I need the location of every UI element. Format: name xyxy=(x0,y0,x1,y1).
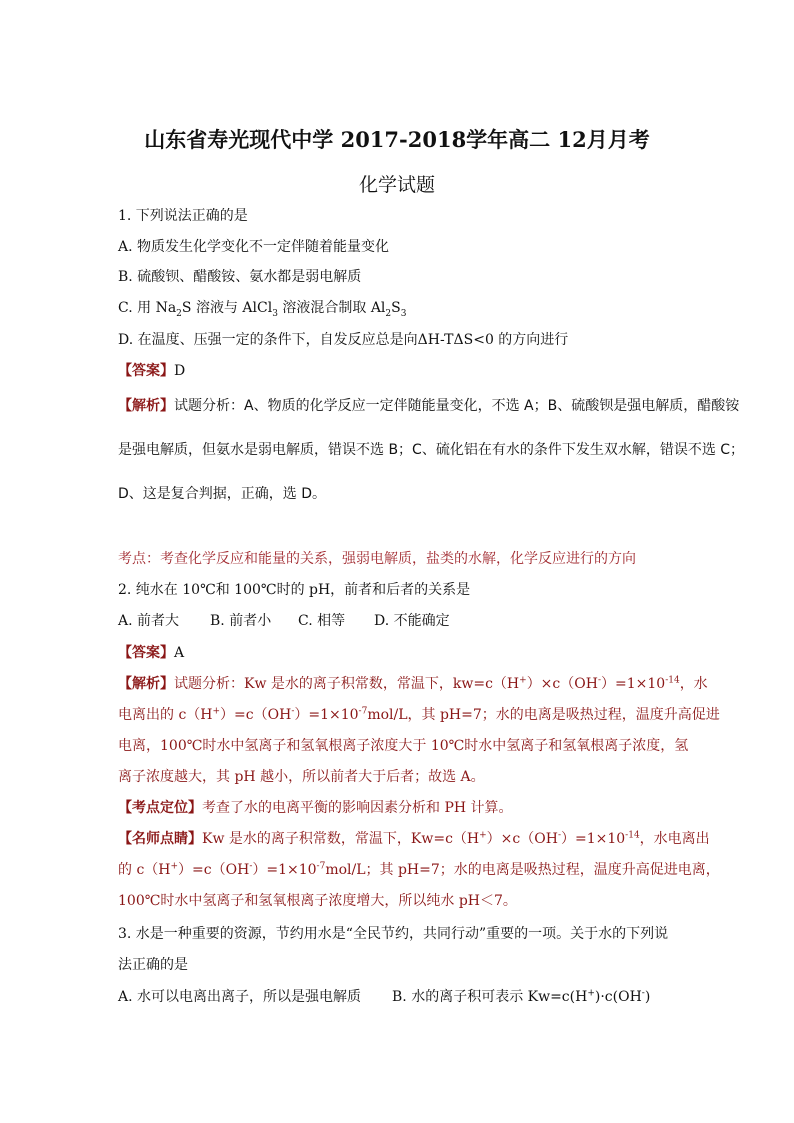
q3-stem-line-1: 3. 水是一种重要的资源，节约用水是“全民节约，共同行动”重要的一项。关于水的下列说 xyxy=(118,926,669,942)
q1-analysis-line-3: D、这是复合判据，正确，选 D。 xyxy=(118,486,327,502)
q2-option-a: A. 前者大 xyxy=(118,613,180,629)
q2-analysis-line-2: 电离出的 $c(H^+)=c(OH^-)=1\times 10^{-7}mol/L$，其 pH=7；水的电离是吸热过程，温度升高促进 xyxy=(118,706,720,723)
q3-stem-line-2: 法正确的是 xyxy=(118,957,188,973)
q1-option-a: A. 物质发生化学变化不一定伴随着能量变化 xyxy=(118,239,390,255)
q3-options xyxy=(118,987,650,1007)
q1-option-d: D. 在温度、压强一定的条件下，自发反应总是向ΔH-TΔS<0 的方向进行 xyxy=(118,332,569,348)
q1-option-c: C. 用 $Na_2S$ 溶液与 AlCl$_3$ 溶液混合制取 $Al_2S_3$ xyxy=(118,300,407,319)
q3-option-a: A. 水可以电离出离子，所以是强电解质 xyxy=(118,989,362,1005)
q1-option-b: B. 硫酸钡、醋酸铵、氨水都是弱电解质 xyxy=(118,269,362,285)
q1-answer: 【答案】D xyxy=(118,363,186,379)
q2-kaodian-dingwei: 【考点定位】考查了水的电离平衡的影响因素分析和 PH 计算。 xyxy=(118,800,513,816)
mingshi-dianjing-label: 【名师点睛】 xyxy=(118,831,202,847)
q2-option-b: B. 前者小 xyxy=(210,613,272,629)
q2-analysis-line-4: 离子浓度越大，其 pH 越小，所以前者大于后者；故选 A。 xyxy=(118,769,485,785)
q2-option-d: D. 不能确定 xyxy=(374,613,450,629)
exam-subtitle: 化学试题 xyxy=(358,174,435,196)
q2-option-c: C. 相等 xyxy=(298,613,346,629)
exam-title: 山东省寿光现代中学 2017-2018学年高二 12月月考 xyxy=(144,127,650,152)
q2-stem: 2. 纯水在 10℃和 100℃时的 pH，前者和后者的关系是 xyxy=(118,582,471,598)
kaodian-dingwei-label: 【考点定位】 xyxy=(118,800,202,816)
q1-kaodian: 考点：考查化学反应和能量的关系，强弱电解质，盐类的水解，化学反应进行的方向 xyxy=(118,551,636,567)
analysis-label: 【解析】 xyxy=(118,676,174,692)
q1-stem: 1. 下列说法正确的是 xyxy=(118,208,248,224)
answer-label: 【答案】 xyxy=(118,363,174,379)
answer-label: 【答案】 xyxy=(118,645,174,661)
q3-option-b: B. 水的离子积可表示 Kw=c(H+)·c(OH-) xyxy=(392,988,651,1005)
q1-analysis-line-1: 【解析】试题分析：A、物质的化学反应一定伴随能量变化，不选 A；B、硫酸钡是强电解质，醋酸铵 xyxy=(118,398,740,414)
q2-analysis-line-1: 【解析】试题分析：Kw 是水的离子积常数，常温下，$kw=c(H^+)\times c(OH^-)=1\times 10^{-14}$，水 xyxy=(118,675,708,692)
q2-mingshi-line-3: 100℃时水中氢离子和氢氧根离子浓度增大，所以纯水 pH＜7。 xyxy=(118,893,517,909)
q2-answer: 【答案】A xyxy=(118,645,185,661)
q2-analysis-line-3: 电离，100℃时水中氢离子和氢氧根离子浓度大于 10℃时水中氢离子和氢氧根离子浓度，氢 xyxy=(118,738,689,754)
q2-mingshi-line-2: 的 $c(H^+)=c(OH^-)=1\times 10^{-7}mol/L$；其 pH=7；水的电离是吸热过程，温度升高促进电离， xyxy=(118,861,720,878)
analysis-label: 【解析】 xyxy=(118,398,174,414)
q2-mingshi-line-1: 【名师点睛】Kw 是水的离子积常数，常温下，$Kw=c(H^+)\times c(OH^-)=1\times 10^{-14}$，水电离出 xyxy=(118,830,710,847)
q1-analysis-line-2: 是强电解质，但氨水是弱电解质，错误不选 B；C、硫化铝在有水的条件下发生双水解，错误不选 C； xyxy=(118,442,745,458)
q2-options xyxy=(118,611,450,631)
